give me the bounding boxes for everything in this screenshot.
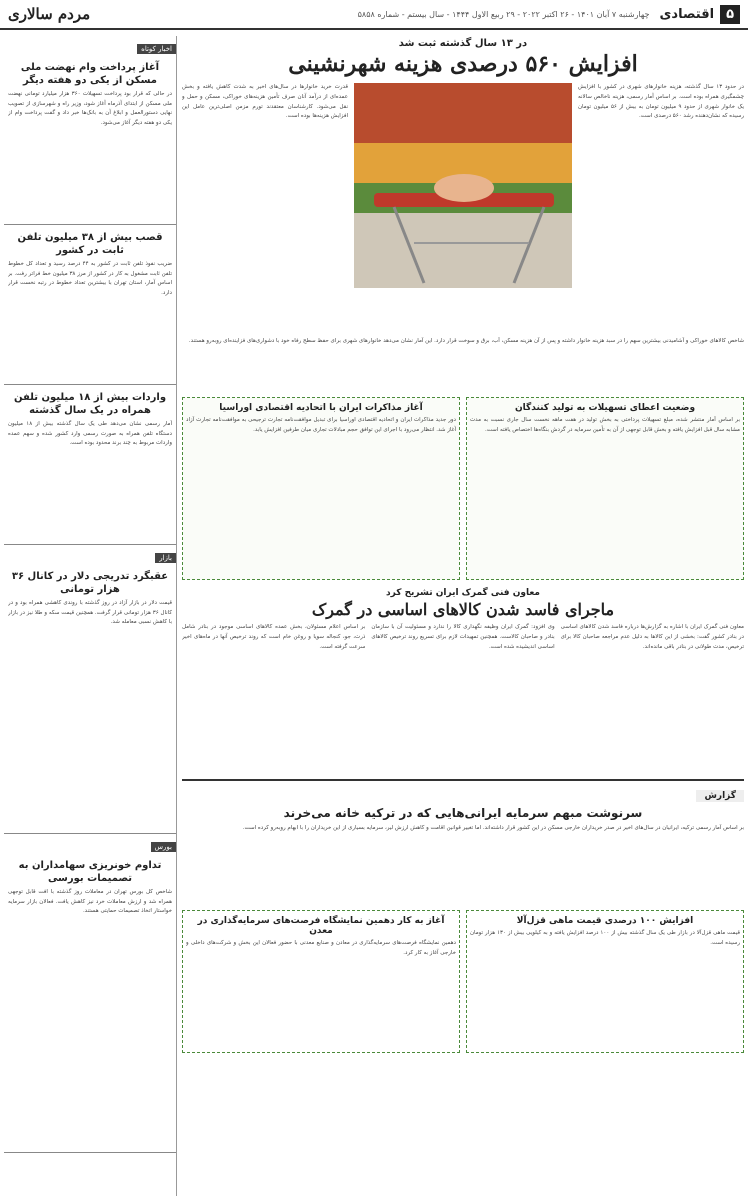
customs-text-2: وی افزود: گمرک ایران وظیفه نگهداری کالا را ندارد و مسئولیت آن با سازمان بنادر و صاحبان کالاست. همچنین تمهیدات لازم برای تسریع روند ترخیص کالاهای اساسی اندیشیده شده است. bbox=[371, 624, 555, 650]
customs-kicker: معاون فنی گمرک ایران تشریح کرد bbox=[385, 588, 540, 599]
briefs-column bbox=[4, 36, 177, 1196]
box-trout-price bbox=[466, 910, 744, 1053]
lead-text-left: قدرت خرید خانوارها در سال‌های اخیر به شدت کاهش یافته و بخش عمده‌ای از درآمد آنان صرف تأمین هزینه‌های خوراکی، مسکن و حمل و نقل می‌شود. کارشناسان معتقدند تورم مزمن اصلی‌ترین عامل این افزایش هزینه‌ها بوده است. bbox=[182, 84, 348, 120]
brief-title: واردات بیش از ۱۸ میلیون تلفن همراه در یک سال گذشته bbox=[13, 392, 167, 416]
customs-text-1: معاون فنی گمرک ایران با اشاره به گزارش‌ها درباره فاسد شدن کالاهای اساسی در بنادر کشور گفت: بخشی از این کالاها به دلیل عدم مراجعه صاحبان کالا برای ترخیص، مدت طولانی در بنادر باقی مانده‌اند. bbox=[560, 624, 744, 650]
report-title: سرنوشت مبهم سرمایه ایرانی‌هایی که در ترکیه خانه می‌خرند bbox=[283, 806, 643, 821]
category-label-briefs: اخبار کوتاه bbox=[137, 44, 176, 54]
customs-story bbox=[182, 623, 744, 773]
brief-text: قیمت دلار در بازار آزاد در روز گذشته با روندی کاهشی همراه بود و در کانال ۳۶ هزار تومانی قرار گرفت. همچنین قیمت سکه و طلا نیز در بازار با کاهش نسبی معامله شد. bbox=[8, 600, 172, 626]
brief-text: ضریب نفوذ تلفن ثابت در کشور به ۴۴ درصد رسید و تعداد کل خطوط تلفن ثابت مشغول به کار در کشور از مرز ۳۸ میلیون خط فراتر رفت. بر اساس آمار، استان تهران با بیشترین تعداد خطوط در رتبه نخست قرار دارد. bbox=[8, 261, 172, 296]
box-mining-title: آغاز به کار دهمین نمایشگاه فرصت‌های سرمایه‌گذاری در معدن bbox=[197, 916, 445, 937]
brief-title: قصب بیش از ۳۸ میلیون تلفن ثابت در کشور bbox=[17, 232, 163, 256]
page-section bbox=[660, 5, 741, 24]
customs-headline: ماجرای فاسد شدن کالاهای اساسی در گمرک bbox=[311, 600, 615, 620]
brief-title: تداوم خونریزی سهامداران به تصمیمات بورسی bbox=[18, 860, 162, 884]
brief-title: عقبگرد تدریجی دلار در کانال ۳۶ هزار تومانی bbox=[11, 571, 169, 595]
report-tag: گزارش bbox=[696, 790, 744, 802]
page-header bbox=[0, 0, 748, 30]
issue-meta: چهارشنبه ۷ آبان ۱۴۰۱ - ۲۶ اکتبر ۲۰۲۲ - ۲۹ ربیع الاول ۱۴۴۴ - سال بیستم - شماره ۵۸۵۸ bbox=[357, 9, 650, 19]
box-eurasia bbox=[182, 397, 460, 580]
brief-story bbox=[4, 55, 176, 225]
customs-text-3: بر اساس اعلام مسئولان، بخش عمده کالاهای اساسی موجود در بنادر شامل ذرت، جو، کنجاله سویا و روغن خام است که روند ترخیص آنها در ماه‌های اخیر سرعت گرفته است. bbox=[182, 624, 366, 650]
category-label-market: بازار bbox=[155, 553, 176, 563]
main-column bbox=[182, 36, 744, 1196]
box-trout-text: قیمت ماهی قزل‌آلا در بازار طی یک سال گذشته بیش از ۱۰۰ درصد افزایش یافته و به کیلویی بیش از ۱۳۰ هزار تومان رسیده است. bbox=[470, 930, 740, 947]
lead-photo bbox=[354, 83, 572, 288]
main-headline: افزایش ۵۶۰ درصدی هزینه شهرنشینی bbox=[288, 51, 638, 77]
lead-text-right: در حدود ۱۳ سال گذشته، هزینه خانوارهای شهری در کشور با افزایش چشمگیری همراه بوده است. بر اساس آمار رسمی، هزینه ناخالص سالانه یک خانوار شهری از حدود ۹ میلیون تومان به بیش از ۵۶ میلیون تومان رسیده که نشان‌دهنده رشد ۵۶۰ درصدی است. bbox=[578, 84, 744, 120]
brief-title: آغاز پرداخت وام نهضت ملی مسکن از یکی دو هفته دیگر bbox=[20, 62, 160, 86]
brief-story bbox=[4, 853, 176, 1153]
box-eurasia-text: دور جدید مذاکرات ایران و اتحادیه اقتصادی اوراسیا برای تبدیل موافقت‌نامه تجارت ترجیحی به موافقت‌نامه تجارت آزاد آغاز شد. انتظار می‌رود با اجرای این توافق حجم مبادلات تجاری میان طرفین افزایش یابد. bbox=[186, 417, 456, 434]
newspaper-logo: مردم سالاری bbox=[8, 5, 91, 23]
shopping-cart-photo bbox=[354, 83, 572, 288]
brief-story bbox=[4, 225, 176, 385]
lead-story bbox=[182, 83, 744, 333]
box-trout-title: افزایش ۱۰۰ درصدی قیمت ماهی قزل‌آلا bbox=[516, 916, 694, 927]
page-number: ۵ bbox=[720, 5, 740, 24]
box-loans-text: بر اساس آمار منتشر شده، مبلغ تسهیلات پرداختی به بخش تولید در هفت ماهه نخست سال جاری نسبت به مدت مشابه سال قبل افزایش یافته و بخش قابل توجهی از آن به تأمین سرمایه در گردش بنگاه‌ها اختصاص یافته است. bbox=[470, 417, 740, 434]
brief-text: در حالی که قرار بود پرداخت تسهیلات ۳۶۰ هزار میلیارد تومانی نهضت ملی مسکن از ابتدای آذرماه آغاز شود، وزیر راه و شهرسازی از تصویب نهایی دستورالعمل و ابلاغ آن به بانک‌ها خبر داد و گفت پرداخت وام از یکی دو هفته دیگر آغاز می‌شود. bbox=[8, 91, 172, 126]
report-section bbox=[182, 779, 744, 904]
brief-text: آمار رسمی نشان می‌دهد طی یک سال گذشته بیش از ۱۸ میلیون دستگاه تلفن همراه به صورت رسمی وارد کشور شده و سهم عمده واردات مربوط به چند برند محدود بوده است. bbox=[8, 421, 172, 447]
main-kicker: در ۱۳ سال گذشته ثبت شد bbox=[398, 38, 528, 49]
section-name: اقتصادی bbox=[659, 6, 715, 22]
brief-text: شاخص کل بورس تهران در معاملات روز گذشته با افت قابل توجهی همراه شد و ارزش معاملات خرد نیز کاهش یافت. فعالان بازار سرمایه خواستار اتخاذ تصمیمات حمایتی هستند. bbox=[8, 889, 172, 915]
category-label-stock: بورس bbox=[151, 842, 177, 852]
lead-text-below: شاخص کالاهای خوراکی و آشامیدنی بیشترین سهم را در سبد هزینه خانوار داشته و پس از آن هزینه مسکن، آب، برق و سوخت قرار دارد. این آمار نشان می‌دهد خانوارهای شهری برای حفظ سطح رفاه خود با دشواری‌های فزاینده‌ای روبه‌رو هستند. bbox=[188, 338, 744, 345]
box-eurasia-title: آغاز مذاکرات ایران با اتحادیه اقتصادی اوراسیا bbox=[219, 403, 423, 414]
box-mining-text: دهمین نمایشگاه فرصت‌های سرمایه‌گذاری در معادن و صنایع معدنی با حضور فعالان این بخش و شرکت‌های داخلی و خارجی آغاز به کار کرد. bbox=[186, 940, 456, 957]
box-mining-expo bbox=[182, 910, 460, 1053]
box-loans-title: وضعیت اعطای تسهیلات به تولید کنندگان bbox=[514, 403, 696, 414]
customs-story-title bbox=[182, 588, 744, 619]
report-text: بر اساس آمار رسمی ترکیه، ایرانیان در سال‌های اخیر در صدر خریداران خارجی مسکن در این کشور قرار داشته‌اند. اما تغییر قوانین اقامت و کاهش ارزش لیر، سرمایه بسیاری از این خریداران را با ابهام روبه‌رو کرده است. bbox=[242, 825, 744, 832]
brief-story bbox=[4, 564, 176, 834]
brief-story bbox=[4, 385, 176, 545]
box-loans bbox=[466, 397, 744, 580]
